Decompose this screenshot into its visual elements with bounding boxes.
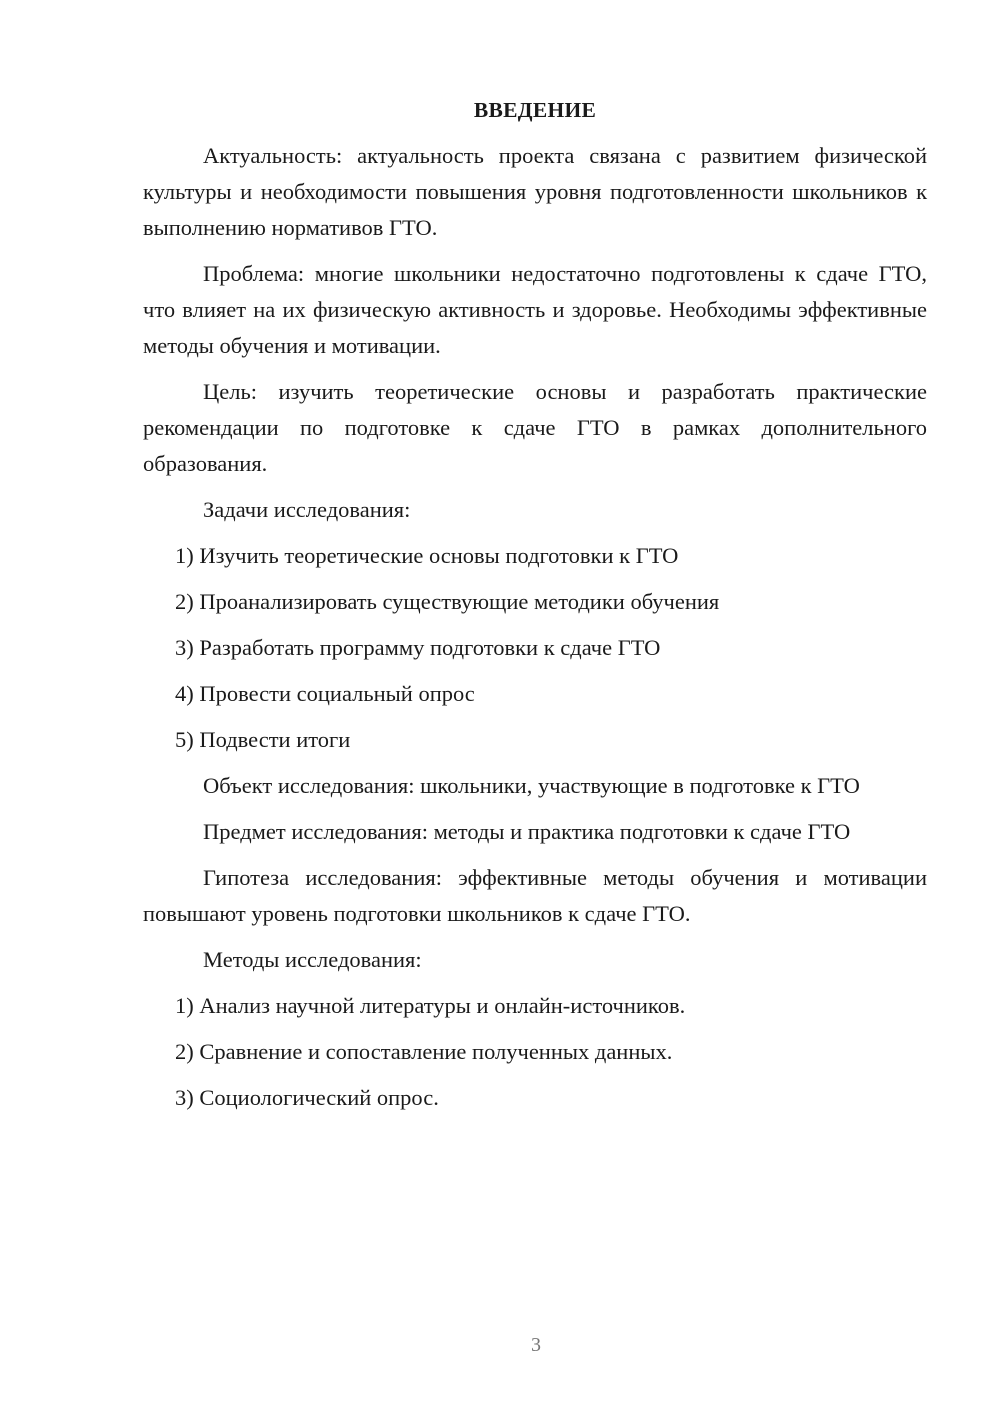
tasks-list: [143, 538, 927, 758]
tasks-title: Задачи исследования:: [203, 497, 411, 522]
problem-paragraph: Проблема: многие школьники недостаточно подготовлены к сдаче ГТО, что влияет на их физическую активность и здоровье. Необходимы эффективные методы обучения и мотивации.: [143, 261, 927, 358]
section-heading: ВВЕДЕНИЕ: [473, 98, 597, 122]
list-item: 3) Разработать программу подготовки к сдаче ГТО: [175, 635, 661, 660]
hypothesis-paragraph: Гипотеза исследования: эффективные методы обучения и мотивации повышают уровень подготовки школьников к сдаче ГТО.: [143, 865, 927, 926]
list-item: 2) Сравнение и сопоставление полученных данных.: [175, 1039, 673, 1064]
list-item: 1) Анализ научной литературы и онлайн-источников.: [175, 993, 686, 1018]
relevance-paragraph: Актуальность: актуальность проекта связана с развитием физической культуры и необходимости повышения уровня подготовленности школьников к выполнению нормативов ГТО.: [143, 143, 927, 240]
methods-list: [143, 988, 927, 1116]
list-item: 5) Подвести итоги: [175, 727, 351, 752]
list-item: 4) Провести социальный опрос: [175, 681, 475, 706]
list-item: 3) Социологический опрос.: [175, 1085, 439, 1110]
document-body: [143, 92, 927, 1126]
object-paragraph: Объект исследования: школьники, участвующие в подготовке к ГТО: [203, 773, 860, 798]
goal-paragraph: Цель: изучить теоретические основы и разработать практические рекомендации по подготовке к сдаче ГТО в рамках дополнительного образования.: [143, 379, 927, 476]
list-item: 1) Изучить теоретические основы подготовки к ГТО: [175, 543, 679, 568]
subject-paragraph: Предмет исследования: методы и практика подготовки к сдаче ГТО: [203, 819, 851, 844]
page-number: 3: [531, 1334, 541, 1356]
methods-title: Методы исследования:: [203, 947, 422, 972]
list-item: 2) Проанализировать существующие методики обучения: [175, 589, 720, 614]
